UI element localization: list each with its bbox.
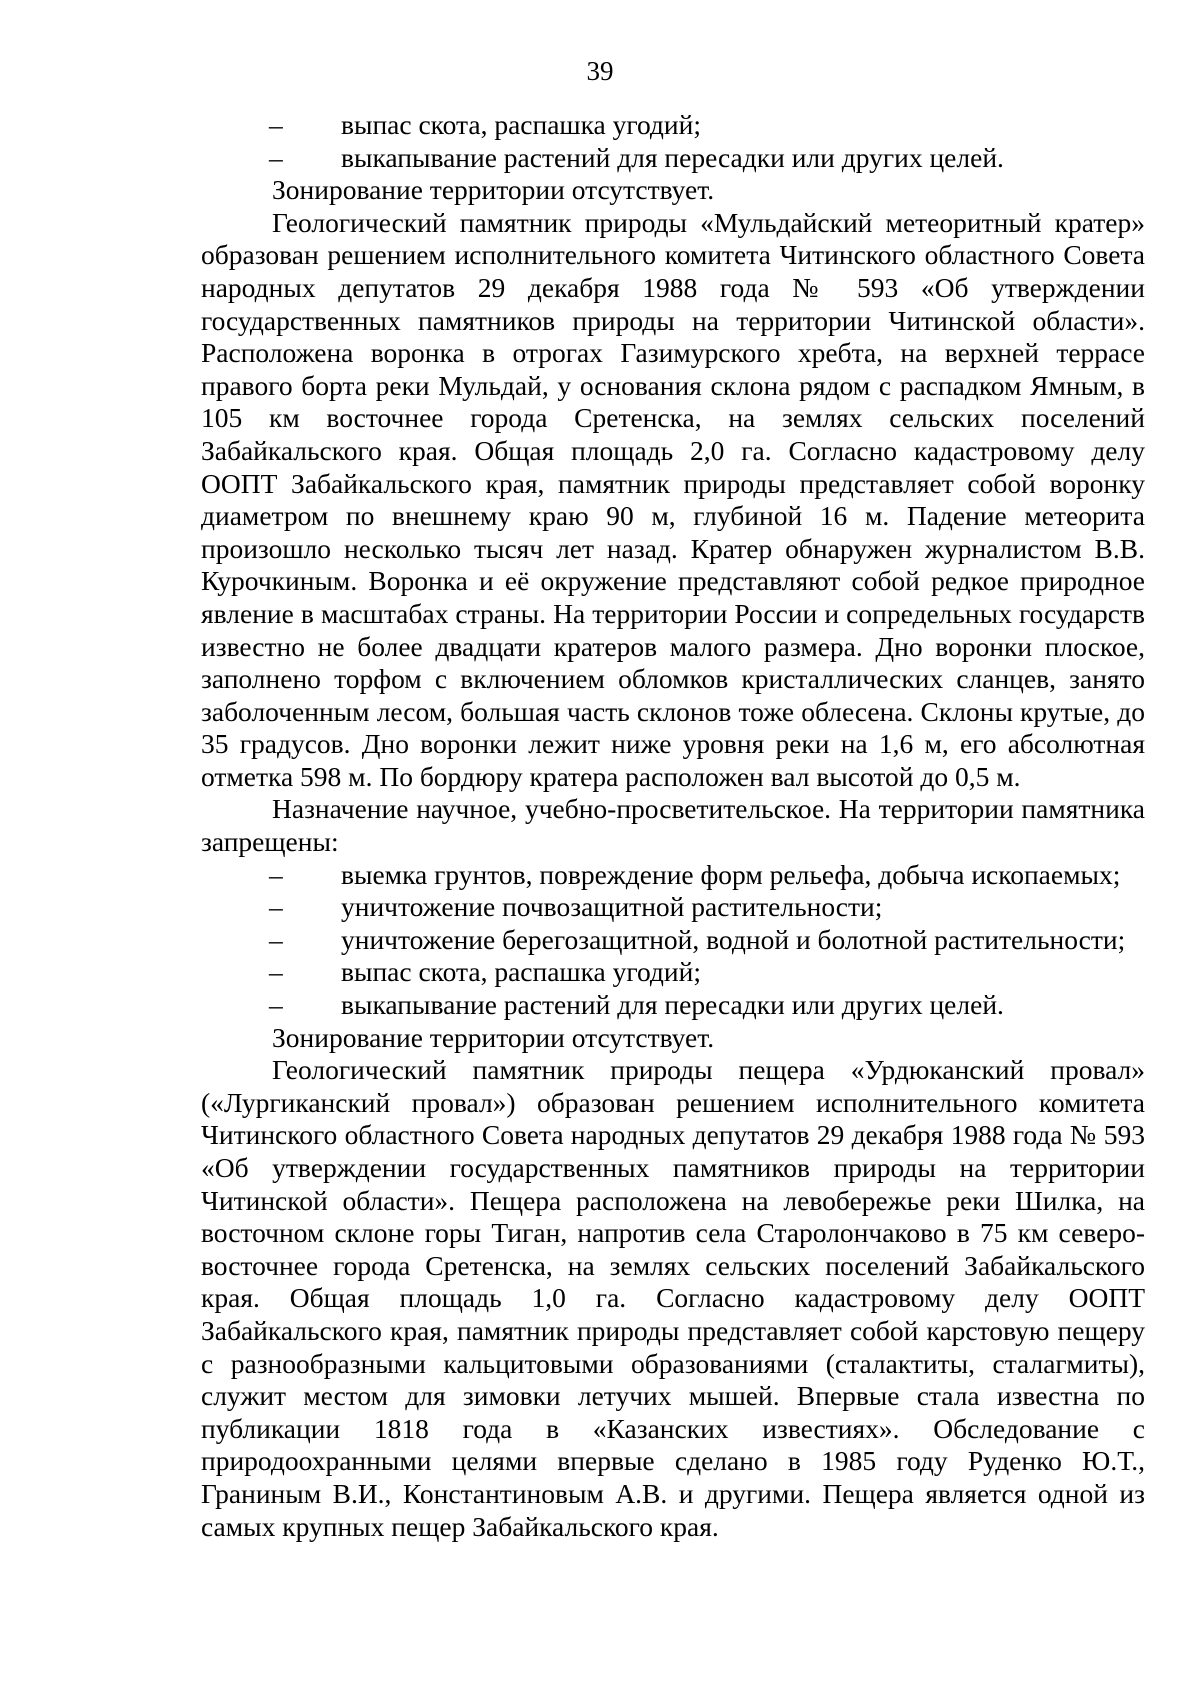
- list-item-text: выкапывание растений для пересадки или других целей.: [341, 141, 1004, 173]
- list-marker: –: [269, 891, 283, 923]
- list-item: [201, 142, 1145, 175]
- list-item: [201, 859, 1145, 892]
- list-marker: –: [269, 989, 283, 1021]
- list-item-text: выпас скота, распашка угодий;: [341, 956, 701, 988]
- zoning-statement: Зонирование территории отсутствует.: [272, 174, 715, 206]
- list-item: [201, 989, 1145, 1022]
- list-item: [201, 956, 1145, 989]
- purpose-paragraph: Назначение научное, учебно-просветительское. На территории памятника запрещены:: [201, 793, 1145, 858]
- list-item-text: выемка грунтов, повреждение форм рельефа, добыча ископаемых;: [341, 858, 1121, 890]
- list-marker: –: [269, 141, 283, 173]
- document-body: [201, 109, 1145, 1543]
- page-number: 39: [586, 56, 614, 86]
- crater-paragraph: Геологический памятник природы «Мульдайский метеоритный кратер» образован решением исполнительного комитета Читинского областного Совета народных депутатов 29 декабря 1988 года № 593 «Об утверждении государственных памятников природы на территории Читинской области». Расположена воронка в отрогах Газимурского хребта, на верхней террасе правого борта реки Мульдай, у основания склона рядом с распадком Ямным, в 105 км восточнее города Сретенска, на землях сельских поселений Забайкальского края. Общая площадь 2,0 га. Согласно кадастровому делу ООПТ Забайкальского края, памятник природы представляет собой воронку диаметром по внешнему краю 90 м, глубиной 16 м. Падение метеорита произошло несколько тысяч лет назад. Кратер обнаружен журналистом В.В. Курочкиным. Воронка и её окружение представляют собой редкое природное явление в масштабах страны. На территории России и сопредельных государств известно не более двадцати кратеров малого размера. Дно воронки плоское, заполнено торфом с включением обломков кристаллических сланцев, занято заболоченным лесом, большая часть склонов тоже облесена. Склоны крутые, до 35 градусов. Дно воронки лежит ниже уровня реки на 1,6 м, его абсолютная отметка 598 м. По бордюру кратера расположен вал высотой до 0,5 м.: [201, 206, 1145, 792]
- list-marker: –: [269, 858, 283, 890]
- cave-paragraph: Геологический памятник природы пещера «Урдюканский провал» («Лургиканский провал») образован решением исполнительного комитета Читинского областного Совета народных депутатов 29 декабря 1988 года № 593 «Об утверждении государственных памятников природы на территории Читинской области». Пещера расположена на левобережье реки Шилка, на восточном склоне горы Тиган, напротив села Старолончаково в 75 км северо-восточнее города Сретенска, на землях сельских поселений Забайкальского края. Общая площадь 1,0 га. Согласно кадастровому делу ООПТ Забайкальского края, памятник природы представляет собой карстовую пещеру с разнообразными кальцитовыми образованиями (сталактиты, сталагмиты), служит местом для зимовки летучих мышей. Впервые стала известна по публикации 1818 года в «Казанских известиях». Обследование с природоохранными целями впервые сделано в 1985 году Руденко Ю.Т., Граниным В.И., Константиновым А.В. и другими. Пещера является одной из самых крупных пещер Забайкальского края.: [201, 1054, 1145, 1542]
- list-marker: –: [269, 109, 283, 140]
- zoning-statement: Зонирование территории отсутствует.: [272, 1021, 715, 1053]
- list-item-text: выпас скота, распашка угодий;: [341, 109, 701, 140]
- list-item-text: уничтожение почвозащитной растительности;: [341, 891, 883, 923]
- list-item: [201, 924, 1145, 957]
- list-item: [201, 109, 1145, 142]
- list-item: [201, 891, 1145, 924]
- list-marker: –: [269, 956, 283, 988]
- list-item-text: выкапывание растений для пересадки или других целей.: [341, 989, 1004, 1021]
- list-item-text: уничтожение берегозащитной, водной и болотной растительности;: [341, 923, 1126, 955]
- list-marker: –: [269, 923, 283, 955]
